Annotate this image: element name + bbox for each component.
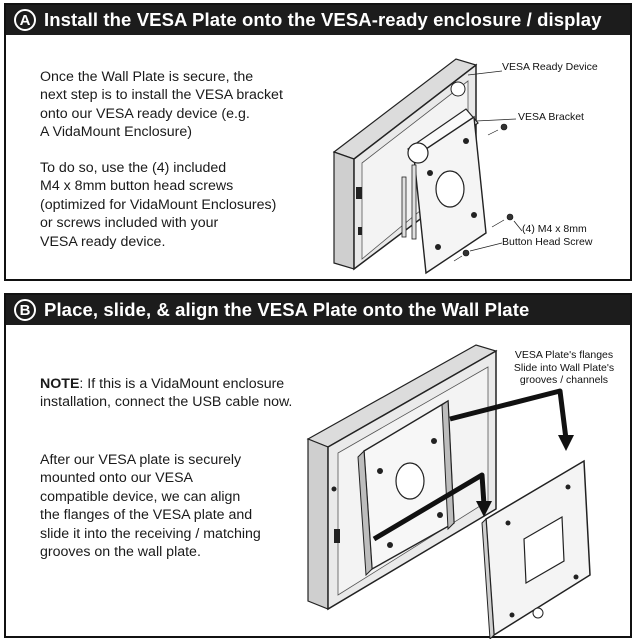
step-a-badge: A — [14, 9, 36, 31]
text-line: A VidaMount Enclosure) — [40, 124, 192, 141]
callout-vesa-ready-device: VESA Ready Device — [502, 61, 598, 73]
text-line: To do so, use the (4) included — [40, 160, 227, 176]
section-b-note — [40, 375, 292, 412]
text-line: grooves on the wall plate. — [40, 544, 201, 561]
note-text: : If this is a VidaMount enclosure — [79, 376, 285, 392]
callout-screw-line-1: (4) M4 x 8mm — [522, 223, 587, 235]
section-a-paragraph-1 — [40, 68, 283, 142]
callout-line: VESA Plate's flanges — [514, 349, 614, 361]
text-line: slide it into the receiving / matching — [40, 525, 261, 542]
note-label: NOTE — [40, 376, 80, 392]
text-line: VESA ready device. — [40, 233, 166, 250]
text-line: onto our VESA ready device (e.g. — [40, 105, 250, 122]
note-line-2: installation, connect the USB cable now. — [40, 394, 293, 411]
section-b-title: Place, slide, & align the VESA Plate onto the Wall Plate — [44, 299, 530, 320]
section-b — [4, 293, 632, 638]
text-line: next step is to install the VESA bracket — [40, 87, 283, 104]
callout-vesa-bracket: VESA Bracket — [518, 111, 584, 123]
text-line: M4 x 8mm button head screws — [40, 178, 234, 195]
section-a-title: Install the VESA Plate onto the VESA-ready enclosure / display — [44, 9, 602, 30]
callout-line: grooves / channels — [519, 374, 609, 386]
text-line: After our VESA plate is securely — [40, 452, 242, 468]
section-b-header — [6, 295, 630, 325]
text-line: mounted onto our VESA — [40, 470, 194, 487]
callout-line: Slide into Wall Plate's — [513, 361, 615, 374]
section-b-paragraph — [40, 451, 261, 561]
text-line: the flanges of the VESA plate and — [40, 507, 253, 524]
text-line: or screws included with your — [40, 215, 219, 232]
text-line: (optimized for VidaMount Enclosures) — [40, 196, 277, 213]
section-a — [4, 3, 632, 281]
section-a-paragraph-2 — [40, 159, 276, 251]
section-a-header — [6, 5, 630, 35]
text-line: compatible device, we can align — [40, 488, 241, 505]
step-b-badge: B — [14, 299, 36, 321]
callout-screw-line-2: Button Head Screw — [502, 236, 593, 248]
text-line: Once the Wall Plate is secure, the — [40, 69, 254, 85]
callout-flanges — [502, 349, 626, 387]
